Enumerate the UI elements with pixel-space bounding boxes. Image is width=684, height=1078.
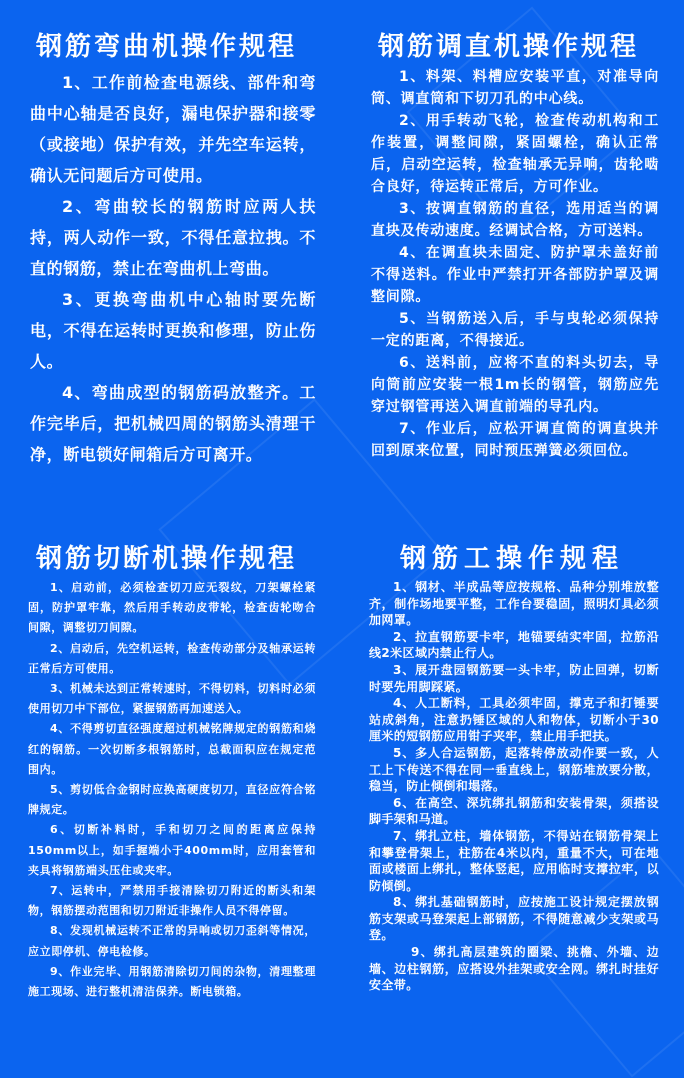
cutting-machine-title: 钢筋切断机操作规程 <box>36 544 298 574</box>
rule-item: 2、拉直钢筋要卡牢，地锚要结实牢固，拉筋沿线2米区域内禁止行人。 <box>369 629 659 661</box>
rule-item: 2、用手转动飞轮，检查传动机构和工作装置，调整间隙，紧固螺栓，确认正常后，启动空运转，检查轴承无异响，齿轮啮合良好，待运转正常后，方可作业。 <box>371 113 659 195</box>
rule-item: 6、送料前，应将不直的料头切去，导向筒前应安装一根1m长的钢管，钢筋应先穿过钢管再送入调直前端的导孔内。 <box>371 355 659 415</box>
bending-machine-title: 钢筋弯曲机操作规程 <box>36 32 298 62</box>
rebar-worker-rules <box>369 579 659 994</box>
rule-item: 4、不得剪切直径强度超过机械铭牌规定的钢筋和烧红的钢筋。一次切断多根钢筋时，总截面积应在规定范围内。 <box>28 722 316 776</box>
rule-item: 1、料架、料槽应安装平直，对准导向筒、调直筒和下切刀孔的中心线。 <box>371 69 659 107</box>
rule-item: 7、运转中，严禁用手接清除切刀附近的断头和架物，钢筋摆动范围和切刀附近非操作人员不得停留。 <box>28 884 316 918</box>
rule-item: 2、弯曲较长的钢筋时应两人扶持，两人动作一致，不得任意拉拽。不直的钢筋，禁止在弯曲机上弯曲。 <box>30 197 316 278</box>
rule-item: 4、在调直块未固定、防护罩未盖好前不得送料。作业中严禁打开各部防护罩及调整间隙。 <box>371 245 659 305</box>
rule-item: 4、弯曲成型的钢筋码放整齐。工作完毕后，把机械四周的钢筋头清理干净，断电锁好闸箱后方可离开。 <box>30 383 316 464</box>
rule-item: 5、当钢筋送入后，手与曳轮必须保持一定的距离，不得接近。 <box>371 311 659 349</box>
bending-machine-rules <box>30 67 316 470</box>
straightening-machine-title: 钢筋调直机操作规程 <box>378 32 640 62</box>
rule-item: 9、作业完毕、用钢筋清除切刀间的杂物，清理整理施工现场、进行整机清洁保养。断电锁箱。 <box>28 964 316 999</box>
rule-item: 5、剪切低合金钢时应换高硬度切刀，直径应符合铭牌规定。 <box>28 783 316 817</box>
rule-item: 3、机械未达到正常转速时，不得切料，切料时必须使用切刀中下部位，紧握钢筋再加速送入。 <box>28 682 316 716</box>
rule-item: 1、启动前，必须检查切刀应无裂纹，刀架螺栓紧固，防护罩牢靠，然后用手转动皮带轮，检查齿轮吻合间隙，调整切刀间隙。 <box>28 581 316 635</box>
rule-item: 5、多人合运钢筋，起落转停放动作要一致，人工上下传送不得在同一垂直线上，钢筋堆放要分散，稳当，防止倾倒和塌落。 <box>369 745 659 794</box>
rule-item: 6、切断补料时，手和切刀之间的距离应保持150mm以上，如手握端小于400mm时，应用套管和夹具将钢筋端头压住或夹牢。 <box>28 823 316 877</box>
rule-item: 3、展开盘园钢筋要一头卡牢，防止回弹，切断时要先用脚踩紧。 <box>369 662 659 694</box>
rule-item: 2、启动后，先空机运转，检查传动部分及轴承运转正常后方可使用。 <box>28 641 316 675</box>
rule-item: 8、发现机械运转不正常的异响或切刀歪斜等情况，应立即停机、停电检修。 <box>28 924 316 958</box>
rule-item: 3、按调直钢筋的直径，选用适当的调直块及传动速度。经调试合格，方可送料。 <box>371 201 659 239</box>
rule-item: 9、绑扎高层建筑的圈梁、挑檐、外墙、边墙、边柱钢筋，应搭设外挂架或安全网。绑扎时挂好安全带。 <box>369 945 659 993</box>
rule-item: 7、作业后，应松开调直筒的调直块并回到原来位置，同时预压弹簧必须回位。 <box>371 421 659 459</box>
rule-item: 1、工作前检查电源线、部件和弯曲中心轴是否良好，漏电保护器和接零（或接地）保护有效，并先空车运转，确认无问题后方可使用。 <box>30 73 316 185</box>
rule-item: 3、更换弯曲机中心轴时要先断电，不得在运转时更换和修理，防止伤人。 <box>30 290 316 371</box>
rebar-worker-title: 钢筋工操作规程 <box>400 544 625 574</box>
straightening-machine-rules <box>371 66 659 462</box>
rule-item: 7、绑扎立柱，墙体钢筋，不得站在钢筋骨架上和攀登骨架上，柱筋在4米以内，重量不大，可在地面或楼面上绑扎，整体竖起，应用临时支撑拉牢，以防倾倒。 <box>369 828 659 893</box>
rule-item: 8、绑扎基础钢筋时，应按施工设计规定摆放钢筋支架或马登架起上部钢筋，不得随意减少支架或马登。 <box>369 895 659 943</box>
rule-item: 4、人工断料，工具必须牢固，撑克子和打锤要站成斜角，注意扔锤区域的人和物体，切断小于30厘米的短钢筋应用钳子夹牢，禁止用手把扶。 <box>369 696 659 744</box>
cutting-machine-rules <box>28 578 316 1002</box>
rule-item: 1、钢材、半成品等应按规格、品种分别堆放整齐，制作场地要平整，工作台要稳固，照明灯具必须加网罩。 <box>369 580 659 628</box>
rule-item: 6、在高空、深坑绑扎钢筋和安装骨架，须搭设脚手架和马道。 <box>369 795 659 827</box>
